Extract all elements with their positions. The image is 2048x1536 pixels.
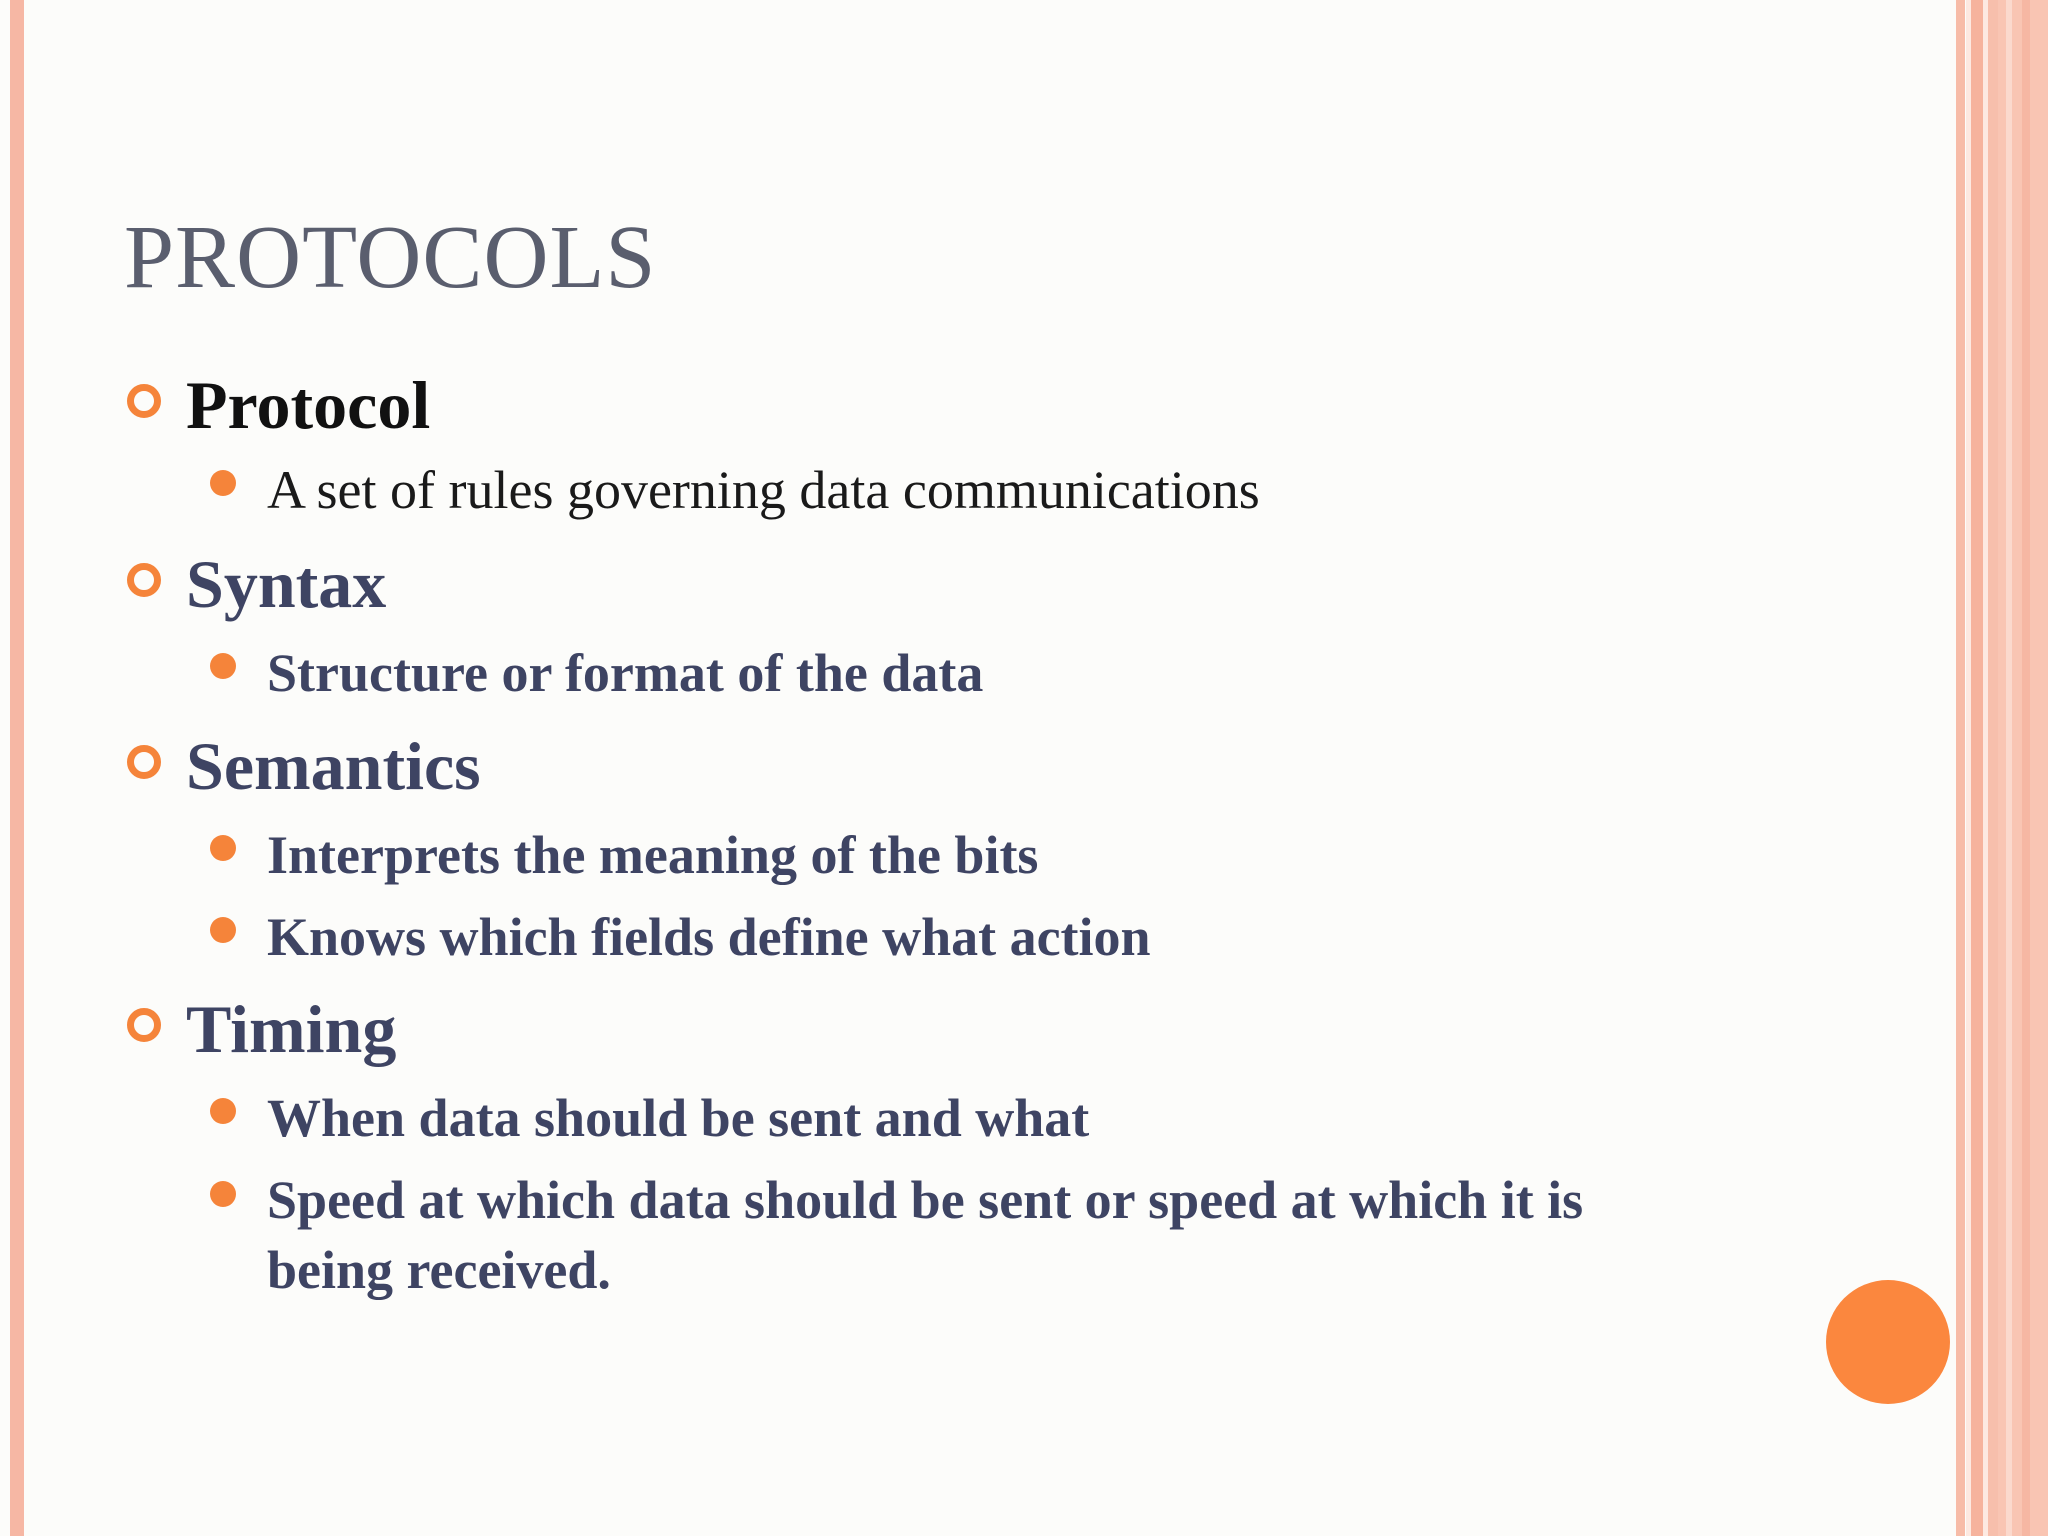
right-border-stripe xyxy=(1971,0,1983,1536)
ring-bullet-icon xyxy=(127,563,161,597)
bullet-subitem: A set of rules governing data communications xyxy=(267,460,1260,520)
bullet-heading-protocol: Protocol xyxy=(186,367,431,443)
dot-bullet-icon xyxy=(210,1098,236,1124)
orange-circle-decoration xyxy=(1826,1280,1950,1404)
bullet-heading-timing: Timing xyxy=(186,991,397,1067)
dot-bullet-icon xyxy=(210,917,236,943)
left-border-stripe xyxy=(10,0,24,1536)
bullet-subitem: Speed at which data should be sent or speed at which it is xyxy=(267,1170,1584,1230)
dot-bullet-icon xyxy=(210,835,236,861)
bullet-heading-syntax: Syntax xyxy=(186,546,387,622)
ring-bullet-icon xyxy=(127,1008,161,1042)
ring-bullet-icon xyxy=(127,745,161,779)
ring-bullet-icon xyxy=(127,384,161,418)
right-border-stripe xyxy=(1988,0,1998,1536)
bullet-subitem: Knows which fields define what action xyxy=(267,907,1151,967)
dot-bullet-icon xyxy=(210,470,236,496)
slide-title: PROTOCOLS xyxy=(124,208,657,307)
right-border-stripe xyxy=(2022,0,2030,1536)
bullet-subitem: When data should be sent and what xyxy=(267,1088,1090,1148)
bullet-heading-semantics: Semantics xyxy=(186,728,481,804)
bullet-subitem: Interprets the meaning of the bits xyxy=(267,825,1039,885)
right-border-stripe xyxy=(2006,0,2012,1536)
bullet-subitem: Structure or format of the data xyxy=(267,643,984,703)
dot-bullet-icon xyxy=(210,653,236,679)
dot-bullet-icon xyxy=(210,1181,236,1207)
right-border-stripe xyxy=(1956,0,1965,1536)
bullet-subitem-continuation: being received. xyxy=(267,1240,611,1300)
